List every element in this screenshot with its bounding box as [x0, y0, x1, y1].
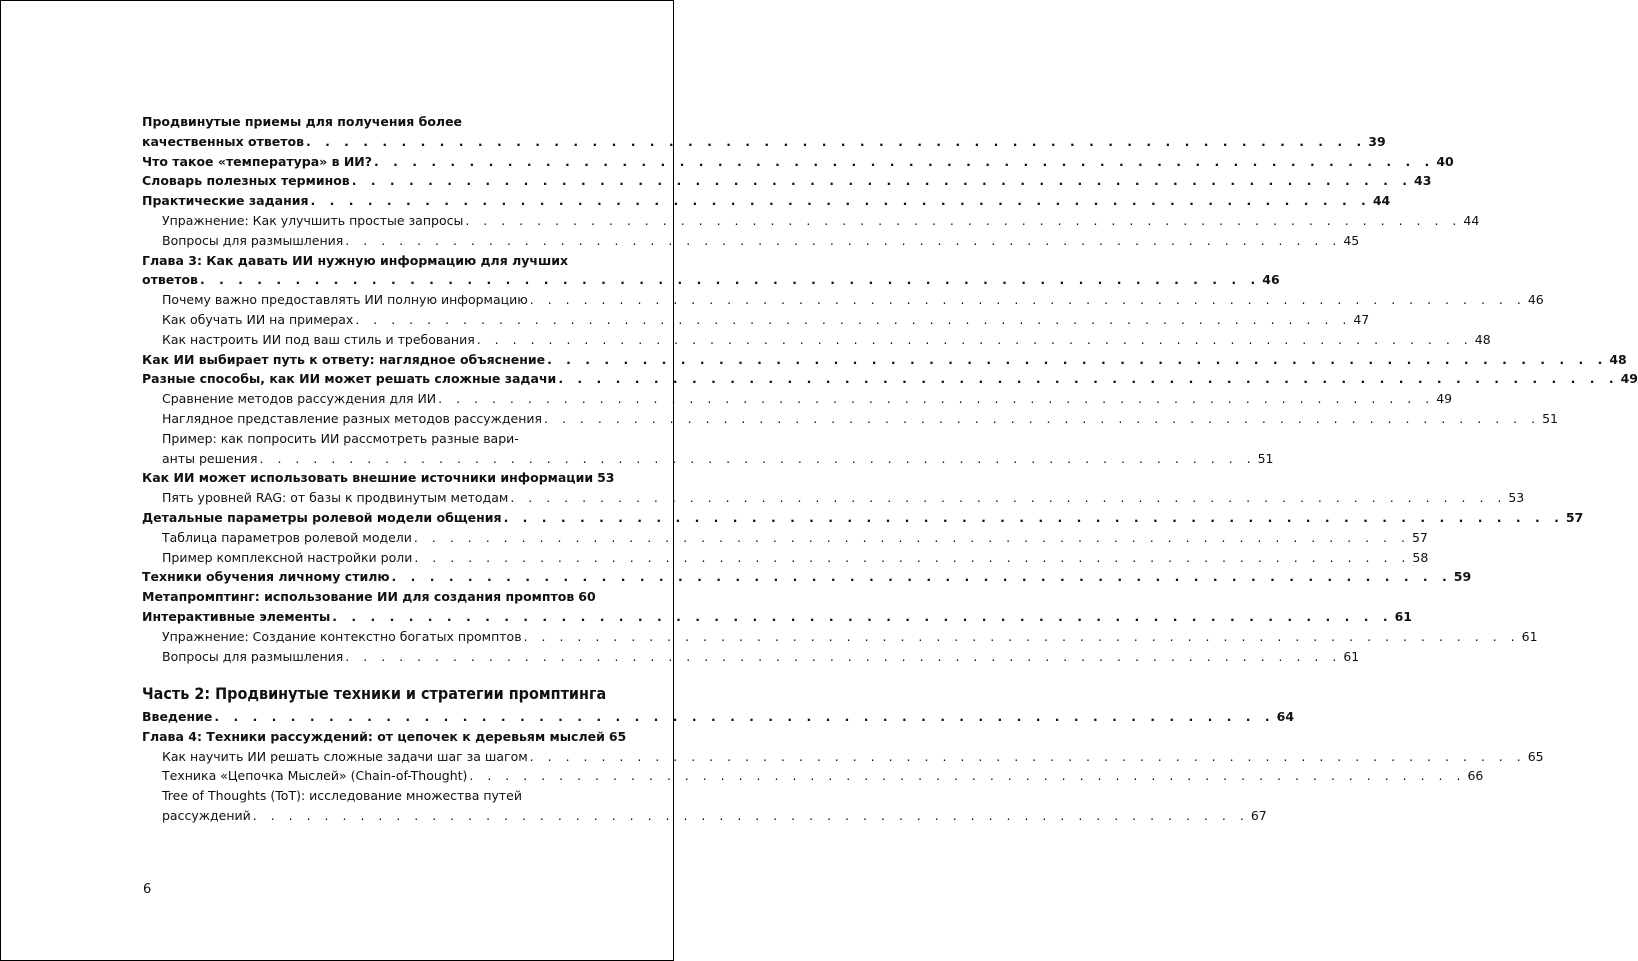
toc-entry-text: Введение: [142, 709, 213, 724]
toc-entry-text: Как научить ИИ решать сложные задачи шаг за шагом: [162, 748, 528, 764]
dot-leader: . . . . . . . . . . . . . . . . . . . . . . . . . . . . . . . . . . . . . . . . . . . . . . . . . . . . . . . .: [413, 529, 1410, 545]
dot-leader: . . . . . . . . . . . . . . . . . . . . . . . . . . . . . . . . . . . . . . . . . . . . . . . . . . . . . . . .: [529, 292, 1526, 308]
dot-leader: . . . . . . . . . . . . . . . . . . . . . . . . . . . . . . . . . . . . . . . . . . . . . . . . . . . . . . . .: [310, 193, 1371, 209]
toc-page-number: 44: [1372, 193, 1391, 209]
toc-entry-text: Метапромптинг: использование ИИ для создания промптов: [142, 589, 575, 605]
dot-leader: . . . . . . . . . . . . . . . . . . . . . . . . . . . . . . . . . . . . . . . . . . . . . . . . . . . . . . . .: [351, 173, 1413, 189]
dot-leader: . . . . . . . . . . . . . . . . . . . . . . . . . . . . . . . . . . . . . . . . . . . . . . . . . . . . . . . .: [199, 272, 1261, 288]
dot-leader: . . . . . . . . . . . . . . . . . . . . . . . . . . . . . . . . . . . . . . . . . . . . . . . . . . . . . . . .: [305, 133, 1367, 149]
toc-entry: [142, 468, 615, 487]
toc-entry: [142, 707, 1295, 726]
toc-entry-text: Почему важно предоставлять ИИ полную информацию: [162, 292, 528, 308]
dot-leader: . . . . . . . . . . . . . . . . . . . . . . . . . . . . . . . . . . . . . . . . . . . . . . . . . . . . . . . .: [547, 351, 1608, 367]
dot-leader: . . . . . . . . . . . . . . . . . . . . . . . . . . . . . . . . . . . . . . . . . . . . . . . . . . . . . . . .: [332, 609, 1393, 624]
toc-entry: [142, 607, 1412, 626]
part-heading: Часть 2: Продвинутые техники и стратегии промптинга: [142, 684, 607, 703]
toc-page-number: 49: [1436, 391, 1453, 407]
dot-leader: . . . . . . . . . . . . . . . . . . . . . . . . . . . . . . . . . . . . . . . . . . . . . . . . . . . . . . . .: [391, 569, 1452, 585]
dot-leader: . . . . . . . . . . . . . . . . . . . . . . . . . . . . . . . . . . . . . . . . . . . . . . . . . . . . . . . .: [414, 549, 1411, 565]
toc-entry-text: качественных ответов: [142, 133, 304, 149]
toc-entry: [162, 548, 1429, 567]
toc-entry: [142, 567, 1472, 586]
toc-page-number: 47: [1353, 312, 1370, 327]
toc-entry-text: Детальные параметры ролевой модели общения: [142, 510, 502, 525]
toc-page-number: 46: [1262, 272, 1280, 288]
toc-entry: [142, 270, 1280, 289]
toc-entry-text: Как ИИ выбирает путь к ответу: наглядное объяснение: [142, 351, 546, 367]
toc-page-number: 39: [1368, 133, 1386, 149]
toc-page-number: 65: [608, 728, 627, 744]
dot-leader: . . . . . . . . . . . . . . . . . . . . . . . . . . . . . . . . . . . . . . . . . . . . . . . . . . . . . . . .: [465, 213, 1462, 228]
toc-entry: [162, 747, 1544, 766]
toc-page-number: 49: [1620, 371, 1638, 387]
toc-entry-text: Сравнение методов рассуждения для ИИ: [162, 391, 437, 407]
toc-page-number: 46: [1527, 292, 1544, 308]
dot-leader: . . . . . . . . . . . . . . . . . . . . . . . . . . . . . . . . . . . . . . . . . . . . . . . . . . . . . . . .: [259, 450, 1256, 466]
dot-leader: . . . . . . . . . . . . . . . . . . . . . . . . . . . . . . . . . . . . . . . . . . . . . . . . . . . . . . . .: [529, 748, 1526, 764]
toc-entry: [142, 587, 596, 606]
toc-entry: [142, 350, 1627, 369]
toc-entry-text: Что такое «температура» в ИИ?: [142, 153, 373, 169]
toc-entry: [142, 152, 1454, 171]
toc-entry-text: Вопросы для размышления: [162, 648, 344, 664]
dot-leader: . . . . . . . . . . . . . . . . . . . . . . . . . . . . . . . . . . . . . . . . . . . . . . . . . . . . . . . .: [503, 510, 1564, 525]
toc-entry: [162, 488, 1525, 507]
toc-entry-text: Пример: как попросить ИИ рассмотреть разные вари-: [162, 430, 519, 446]
toc-entry: [162, 409, 1558, 428]
toc-entry: [142, 191, 1391, 210]
toc-entry-text: ответов: [142, 272, 198, 288]
toc-entry: [142, 508, 1584, 527]
toc-entry-text: Глава 3: Как давать ИИ нужную информацию для лучших: [142, 252, 569, 268]
toc-entry: [162, 211, 1480, 230]
toc-entry: [162, 647, 1360, 666]
toc-entry-text: Разные способы, как ИИ может решать сложные задачи: [142, 371, 557, 387]
toc-page-number: 53: [597, 470, 615, 486]
toc-page-number: 58: [1412, 549, 1429, 565]
dot-leader: . . . . . . . . . . . . . . . . . . . . . . . . . . . . . . . . . . . . . . . . . . . . . . . . . . . . . . . .: [438, 391, 1435, 407]
toc-entry-text: Пример комплексной настройки роли: [162, 549, 413, 565]
toc-page-number: 61: [1394, 609, 1412, 624]
toc-entry-text: Как обучать ИИ на примерах: [162, 312, 354, 327]
toc-page-number: 51: [1542, 411, 1558, 426]
toc-entry-text: Tree of Thoughts (ToT): исследование множества путей: [162, 788, 522, 804]
toc-page-number: 59: [1453, 569, 1472, 585]
toc-page-number: 57: [1565, 510, 1584, 525]
toc-page-number: 43: [1414, 173, 1432, 189]
toc-entry: [162, 330, 1491, 349]
toc-entry-text: Наглядное представление разных методов рассуждения: [162, 411, 543, 426]
toc-entry: [142, 171, 1432, 190]
toc-entry-text: Интерактивные элементы: [142, 609, 331, 624]
toc-entry: [162, 310, 1370, 329]
toc-entry: [142, 369, 1638, 388]
toc-entry: [162, 389, 1453, 408]
dot-leader: . . . . . . . . . . . . . . . . . . . . . . . . . . . . . . . . . . . . . . . . . . . . . . . . . . . . . . . .: [355, 312, 1352, 327]
toc-entry: [162, 528, 1428, 547]
toc-entry-text: Продвинутые приемы для получения более: [142, 114, 463, 129]
toc-entry: [162, 766, 1484, 785]
dot-leader: . . . . . . . . . . . . . . . . . . . . . . . . . . . . . . . . . . . . . . . . . . . . . . . . . . . . . . . .: [558, 371, 1619, 387]
toc-entry-text: Пять уровней RAG: от базы к продвинутым методам: [162, 490, 509, 506]
toc-page-number: 45: [1343, 232, 1360, 248]
toc-entry-text: Как настроить ИИ под ваш стиль и требования: [162, 331, 475, 347]
toc-entry-text: Как ИИ может использовать внешние источники информации: [142, 470, 594, 486]
dot-leader: . . . . . . . . . . . . . . . . . . . . . . . . . . . . . . . . . . . . . . . . . . . . . . . . . . . . . . . .: [345, 232, 1342, 248]
toc-page-number: 51: [1257, 450, 1274, 466]
toc-page-number: 48: [1474, 331, 1491, 347]
toc-page-number: 60: [578, 589, 596, 605]
toc-entry: [142, 727, 627, 746]
toc-entry-text: Техника «Цепочка Мыслей» (Chain-of-Thought): [162, 768, 468, 784]
toc-page-number: 61: [1343, 648, 1360, 664]
toc-page-number: 40: [1436, 153, 1454, 169]
toc-entry-text: рассуждений: [162, 808, 251, 823]
toc-page-number: 64: [1276, 709, 1295, 724]
toc-page-number: 57: [1411, 529, 1428, 545]
toc-entry: [162, 231, 1360, 250]
toc-page-number: 66: [1467, 768, 1484, 784]
toc-entry-text: Глава 4: Техники рассуждений: от цепочек к деревьям мыслей: [142, 728, 605, 744]
toc-entry: [162, 806, 1267, 825]
dot-leader: . . . . . . . . . . . . . . . . . . . . . . . . . . . . . . . . . . . . . . . . . . . . . . . . . . . . . . . .: [523, 628, 1520, 644]
dot-leader: . . . . . . . . . . . . . . . . . . . . . . . . . . . . . . . . . . . . . . . . . . . . . . . . . . . . . . . .: [374, 153, 1435, 169]
dot-leader: . . . . . . . . . . . . . . . . . . . . . . . . . . . . . . . . . . . . . . . . . . . . . . . . . . . . . . . .: [544, 411, 1541, 426]
toc-entry: [162, 290, 1544, 309]
toc-entry: [162, 627, 1538, 646]
toc-entry-text: Вопросы для размышления: [162, 232, 344, 248]
page-number: 6: [143, 882, 152, 897]
dot-leader: . . . . . . . . . . . . . . . . . . . . . . . . . . . . . . . . . . . . . . . . . . . . . . . . . . . . . . . .: [510, 490, 1507, 506]
toc-page-number: 48: [1609, 351, 1627, 367]
dot-leader: . . . . . . . . . . . . . . . . . . . . . . . . . . . . . . . . . . . . . . . . . . . . . . . . . . . . . . . .: [252, 808, 1249, 823]
toc-entry: [162, 449, 1274, 468]
toc-entry-text: Практические задания: [142, 193, 309, 209]
toc-page-number: 53: [1508, 490, 1525, 506]
toc-entry-text: Упражнение: Как улучшить простые запросы: [162, 213, 464, 228]
toc-entry: [142, 132, 1386, 151]
dot-leader: . . . . . . . . . . . . . . . . . . . . . . . . . . . . . . . . . . . . . . . . . . . . . . . . . . . . . . . .: [345, 648, 1342, 664]
dot-leader: . . . . . . . . . . . . . . . . . . . . . . . . . . . . . . . . . . . . . . . . . . . . . . . . . . . . . . . .: [476, 331, 1473, 347]
dot-leader: . . . . . . . . . . . . . . . . . . . . . . . . . . . . . . . . . . . . . . . . . . . . . . . . . . . . . . . .: [214, 709, 1275, 724]
dot-leader: . . . . . . . . . . . . . . . . . . . . . . . . . . . . . . . . . . . . . . . . . . . . . . . . . . . . . . . .: [469, 768, 1466, 784]
toc-page-number: 65: [1527, 748, 1544, 764]
toc-entry-text: Техники обучения личному стилю: [142, 569, 390, 585]
toc-entry-text: Упражнение: Создание контекстно богатых промптов: [162, 628, 522, 644]
toc-page-number: 44: [1463, 213, 1480, 228]
toc-page-number: 67: [1250, 808, 1267, 823]
toc-entry-text: Словарь полезных терминов: [142, 173, 350, 189]
toc-entry-text: Таблица параметров ролевой модели: [162, 529, 412, 545]
toc-entry-text: анты решения: [162, 450, 258, 466]
toc-page-number: 61: [1521, 628, 1538, 644]
